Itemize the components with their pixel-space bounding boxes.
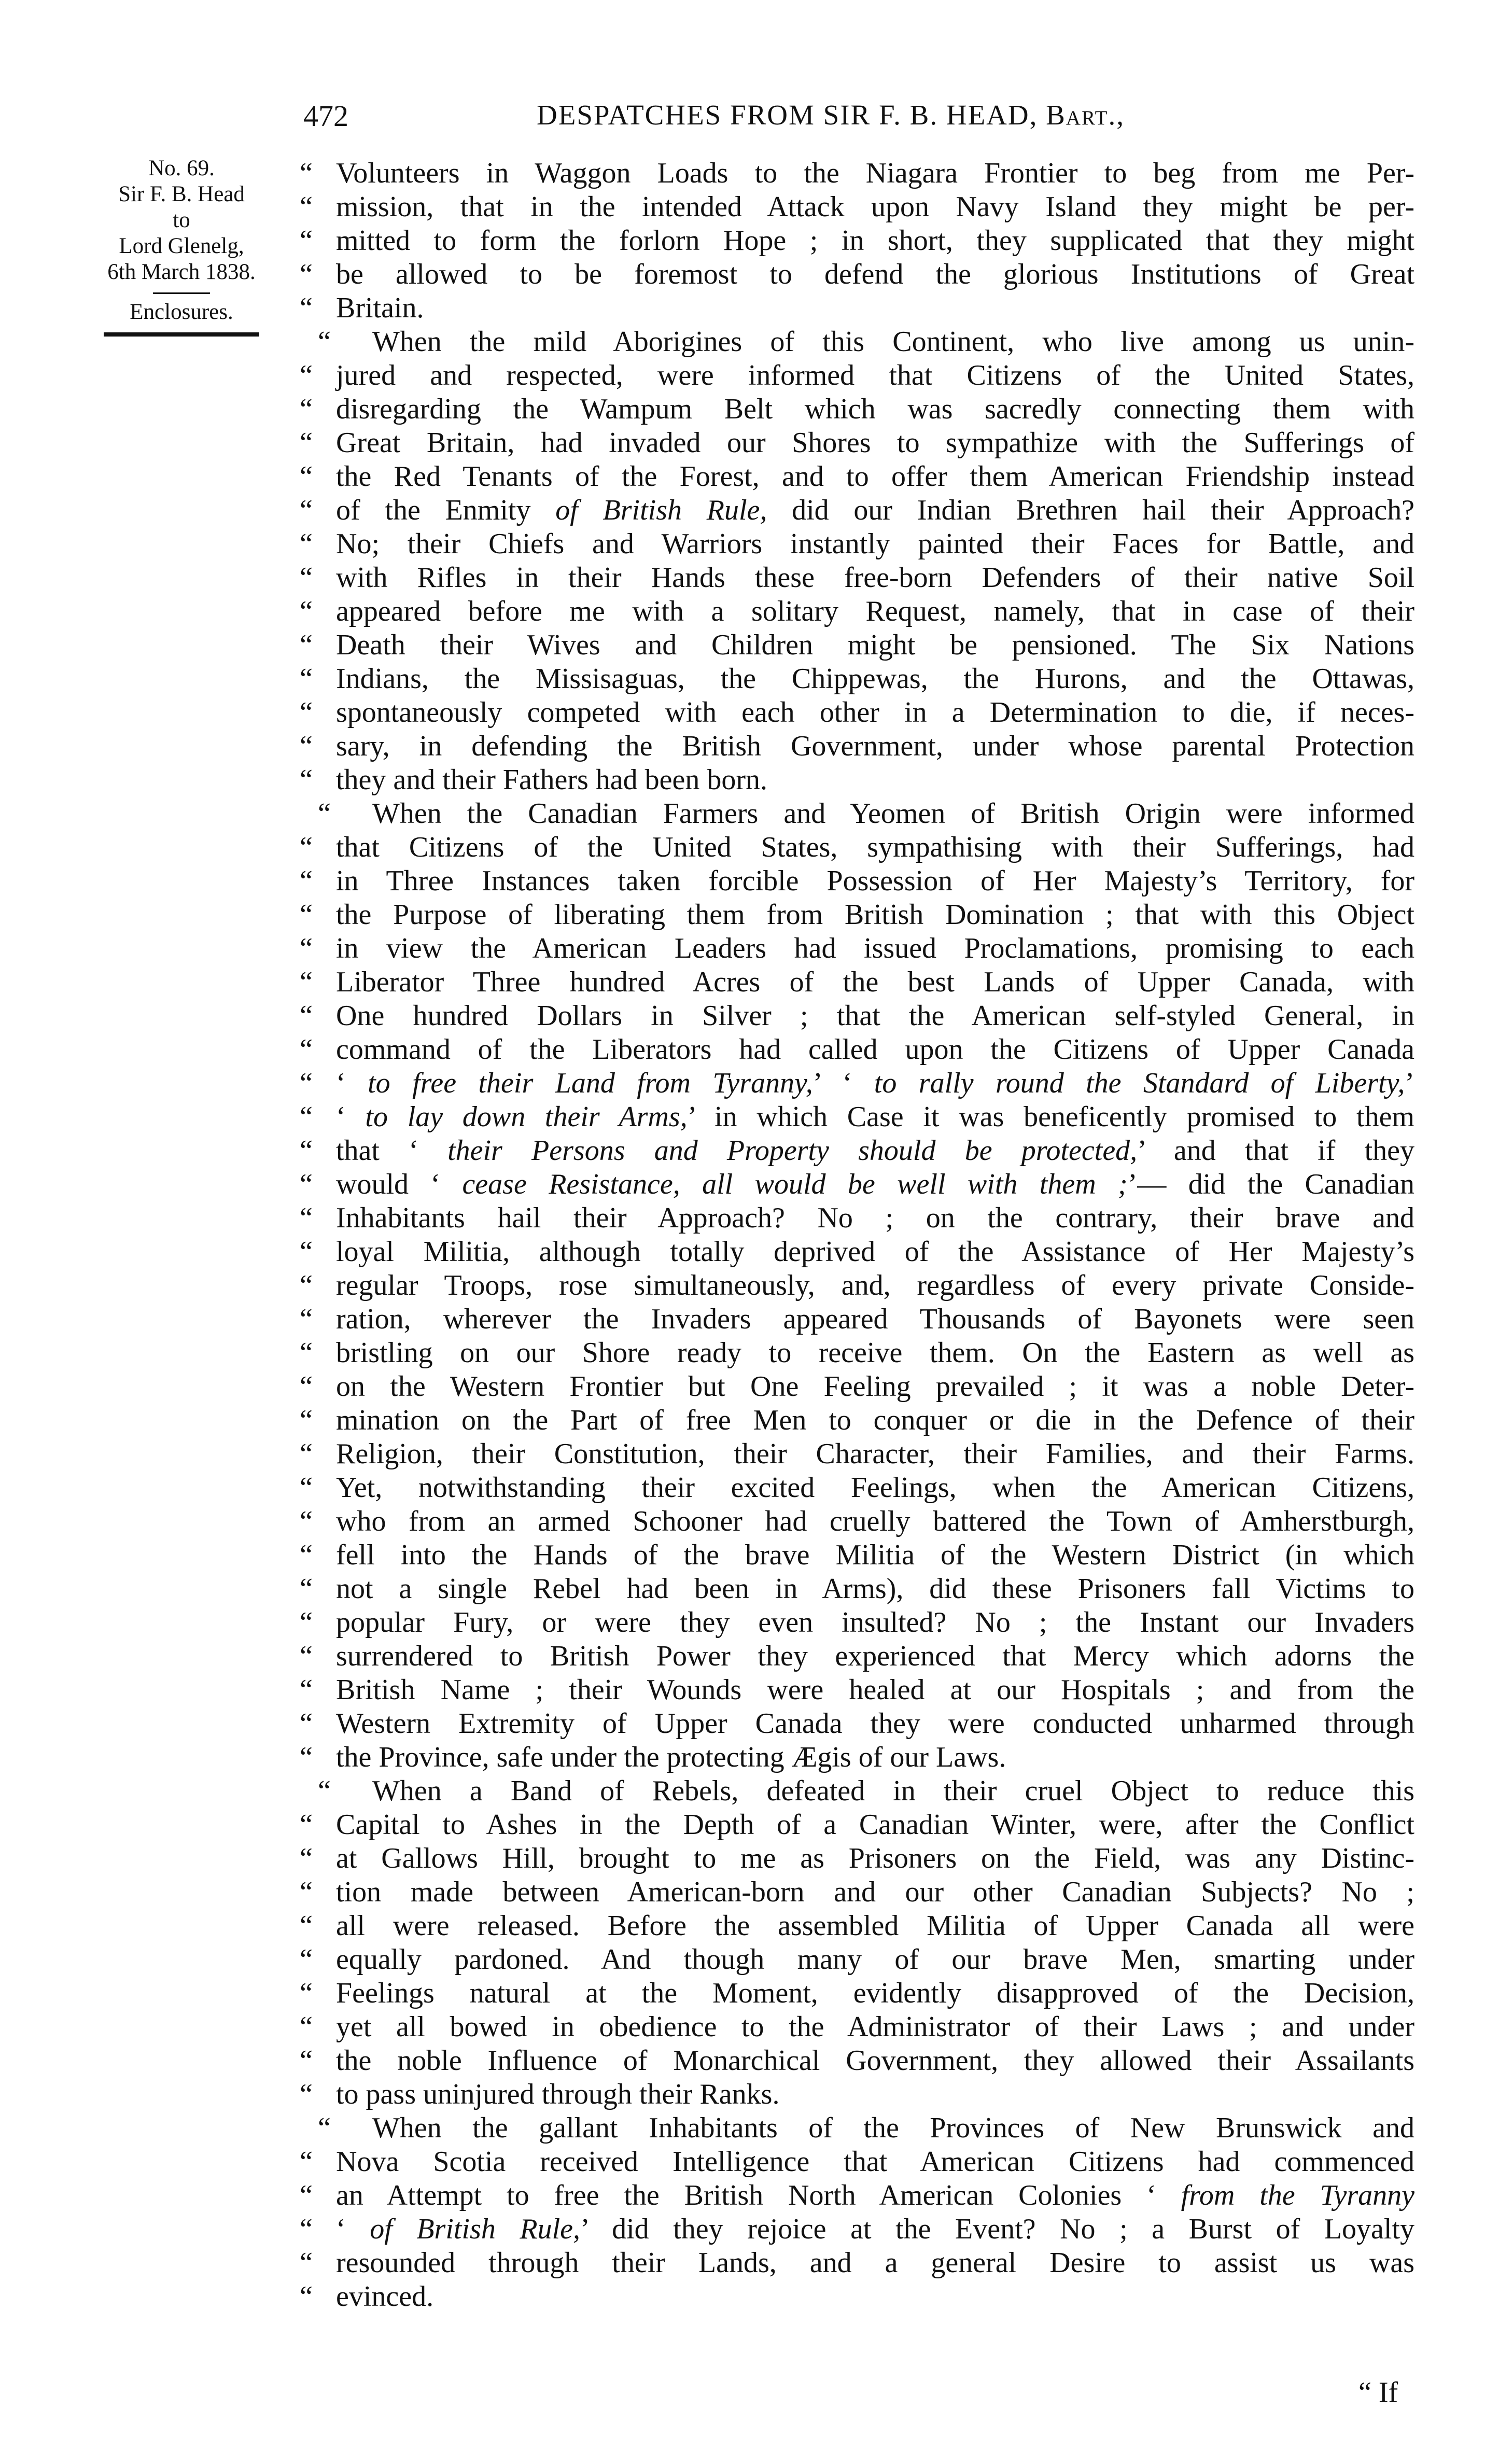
text-line [300,2010,1414,2044]
text-line [300,2111,1414,2145]
text-line [300,1067,1414,1100]
text-line [300,1033,1414,1067]
quote-mark: “ [300,393,313,425]
quote-mark: “ [300,1101,313,1133]
catchword: “ If [1358,2376,1398,2409]
quote-mark: “ [300,663,313,695]
line-text: When the gallant Inhabitants of the Provinces of New Brunswick and [372,2112,1414,2144]
text-line [300,1538,1414,1572]
margin-note-line: 6th March 1838. [107,260,256,284]
text-line [300,561,1414,595]
running-head [537,99,1125,131]
line-text: spontaneously competed with each other in a Determination to die, if neces- [336,696,1414,729]
quote-mark: “ [300,1404,313,1436]
quote-mark: “ [300,2146,313,2178]
text-line [300,2078,1414,2111]
text-line [300,1572,1414,1606]
line-text: yet all bowed in obedience to the Administrator of their Laws ; and under [336,2011,1414,2043]
quote-mark: “ [300,191,313,223]
line-text: When the Canadian Farmers and Yeomen of British Origin were informed [372,797,1414,830]
text-line [300,662,1414,696]
quote-mark: “ [300,1505,313,1537]
line-text: mission, that in the intended Attack upon Navy Island they might be per- [336,191,1414,223]
quote-mark: “ [300,1943,313,1976]
line-text: ration, wherever the Invaders appeared Thousands of Bayonets were seen [336,1303,1414,1335]
quote-mark: “ [300,2213,313,2245]
line-text: When a Band of Rebels, defeated in their cruel Object to reduce this [372,1775,1414,1807]
text-line [300,1370,1414,1404]
line-text: Indians, the Missisaguas, the Chippewas, the Hurons, and the Ottawas, [336,663,1414,695]
quote-mark: “ [300,1842,313,1874]
line-text: Volunteers in Waggon Loads to the Niagara Frontier to beg from me Per- [336,157,1414,189]
quote-mark: “ [300,2045,313,2077]
line-text: mination on the Part of free Men to conquer or die in the Defence of their [336,1404,1414,1436]
margin-note-line: Lord Glenelg, [119,234,244,258]
line-text: regular Troops, rose simultaneously, and, regardless of every private Conside- [336,1269,1414,1301]
quote-mark: “ [300,2280,313,2313]
line-text: in Three Instances taken forcible Possession of Her Majesty’s Territory, for [336,865,1414,897]
line-text: on the Western Frontier but One Feeling prevailed ; it was a noble Deter- [336,1370,1414,1403]
text-line [300,494,1414,527]
text-line [300,527,1414,561]
line-text: at Gallows Hill, brought to me as Prisoners on the Field, was any Distinc- [336,1842,1414,1874]
quote-mark: “ [300,225,313,257]
line-text: command of the Liberators had called upon the Citizens of Upper Canada [336,1033,1414,1066]
quote-mark: “ [300,1269,313,1301]
text-line [300,831,1414,864]
text-line [300,1303,1414,1336]
line-text: be allowed to be foremost to defend the glorious Institutions of Great [336,258,1414,290]
line-text: fell into the Hands of the brave Militia of the Western District (in which [336,1539,1414,1571]
line-text: that Citizens of the United States, sympathising with their Sufferings, had [336,831,1414,863]
quote-mark: “ [300,427,313,459]
text-line [300,359,1414,393]
text-line [300,1909,1414,1943]
quote-mark: “ [300,1977,313,2009]
body-text [300,157,1414,2314]
text-line [300,1943,1414,1977]
quote-mark: “ [300,595,313,627]
quote-mark: “ [300,831,313,863]
quote-mark: “ [300,2179,313,2211]
text-line [300,224,1414,258]
text-line [300,730,1414,763]
line-text: would ‘ cease Resistance, all would be well with them ;’— did the Canadian [336,1168,1414,1200]
text-line [300,1606,1414,1640]
quote-mark: “ [300,865,313,897]
quote-mark: “ [300,528,313,560]
text-line [300,1640,1414,1673]
quote-mark: “ [300,1370,313,1403]
line-text: ‘ to free their Land from Tyranny,’ ‘ to rally round the Standard of Liberty,’ [336,1067,1414,1099]
line-text: evinced. [336,2280,434,2313]
line-text: bristling on our Shore ready to receive them. On the Eastern as well as [336,1337,1414,1369]
line-text: Nova Scotia received Intelligence that American Citizens had commenced [336,2146,1414,2178]
line-text: they and their Fathers had been born. [336,764,767,796]
text-line [300,460,1414,494]
line-text: the Purpose of liberating them from British Domination ; that with this Object [336,899,1414,931]
text-line [300,898,1414,932]
quote-mark: “ [300,1674,313,1706]
text-line [300,1471,1414,1505]
line-text: in view the American Leaders had issued Proclamations, promising to each [336,932,1414,964]
line-text: Yet, notwithstanding their excited Feelings, when the American Citizens, [336,1472,1414,1504]
line-text: not a single Rebel had been in Arms), did these Prisoners fall Victims to [336,1573,1414,1605]
line-text: loyal Militia, although totally deprived of the Assistance of Her Majesty’s [336,1236,1414,1268]
text-line [300,595,1414,628]
text-line [300,157,1414,190]
text-line [300,393,1414,426]
line-text: resounded through their Lands, and a general Desire to assist us was [336,2247,1414,2279]
margin-note-line: Sir F. B. Head [118,182,245,206]
margin-note-line: No. 69. [148,156,215,180]
line-text: Capital to Ashes in the Depth of a Canadian Winter, were, after the Conflict [336,1809,1414,1841]
text-line [300,1774,1414,1808]
line-text: to pass uninjured through their Ranks. [336,2078,780,2110]
quote-mark: “ [300,1168,313,1200]
text-line [300,932,1414,965]
text-line [300,797,1414,831]
text-line [300,1842,1414,1875]
line-text: the Province, safe under the protecting Ægis of our Laws. [336,1741,1006,1773]
quote-mark: “ [300,359,313,391]
quote-mark: “ [300,1337,313,1369]
quote-mark: “ [318,2112,331,2144]
line-text: One hundred Dollars in Silver ; that the American self-styled General, in [336,1000,1414,1032]
text-line [300,965,1414,999]
quote-mark: “ [300,1539,313,1571]
text-line [300,1505,1414,1538]
text-line [300,2145,1414,2179]
text-line [300,1269,1414,1303]
text-line [300,2044,1414,2078]
line-text: mitted to form the forlorn Hope ; in short, they supplicated that they might [336,225,1414,257]
text-line [300,763,1414,797]
quote-mark: “ [300,1067,313,1099]
line-text: Death their Wives and Children might be pensioned. The Six Nations [336,629,1414,661]
page-header [0,99,1485,140]
line-text: ‘ to lay down their Arms,’ in which Case it was beneficently promised to them [336,1101,1414,1133]
text-line [300,1875,1414,1909]
quote-mark: “ [300,157,313,189]
text-line [300,628,1414,662]
text-line [300,1100,1414,1134]
text-line [300,2213,1414,2246]
text-line [300,864,1414,898]
enclosures-label: Enclosures. [130,300,233,324]
quote-mark: “ [300,1910,313,1942]
quote-mark: “ [300,1135,313,1167]
text-line [300,1673,1414,1707]
line-text: jured and respected, were informed that Citizens of the United States, [336,359,1414,391]
text-line [300,1134,1414,1168]
text-line [300,190,1414,224]
quote-mark: “ [318,1775,331,1807]
quote-mark: “ [300,1707,313,1740]
quote-mark: “ [300,1876,313,1908]
line-text: Feelings natural at the Moment, evidently disapproved of the Decision, [336,1977,1414,2009]
line-text: the Red Tenants of the Forest, and to offer them American Friendship instead [336,460,1414,493]
text-line [300,2246,1414,2280]
quote-mark: “ [300,1606,313,1639]
text-line [300,1201,1414,1235]
quote-mark: “ [300,932,313,964]
line-text: with Rifles in their Hands these free-born Defenders of their native Soil [336,562,1414,594]
quote-mark: “ [300,899,313,931]
line-text: When the mild Aborigines of this Continent, who live among us unin- [372,326,1414,358]
text-line [300,1808,1414,1842]
line-text: sary, in defending the British Government, under whose parental Protection [336,730,1414,762]
quote-mark: “ [300,1640,313,1672]
text-line [300,291,1414,325]
line-text: popular Fury, or were they even insulted? No ; the Instant our Invaders [336,1606,1414,1639]
page-number: 472 [303,99,348,133]
text-line [300,2179,1414,2213]
quote-mark: “ [300,1033,313,1066]
line-text: that ‘ their Persons and Property should be protected,’ and that if they [336,1135,1414,1167]
text-line [300,426,1414,460]
quote-mark: “ [300,562,313,594]
quote-mark: “ [300,1236,313,1268]
margin-note [73,156,290,337]
quote-mark: “ [300,1202,313,1234]
line-text: appeared before me with a solitary Request, namely, that in case of their [336,595,1414,627]
margin-note-rule [104,332,259,337]
text-line [300,1168,1414,1201]
line-text: who from an armed Schooner had cruelly battered the Town of Amherstburgh, [336,1505,1414,1537]
margin-note-divider [153,292,210,294]
text-line [300,1707,1414,1741]
line-text: tion made between American-born and our other Canadian Subjects? No ; [336,1876,1414,1908]
quote-mark: “ [300,764,313,796]
quote-mark: “ [300,258,313,290]
line-text: equally pardoned. And though many of our brave Men, smarting under [336,1943,1414,1976]
text-line [300,1404,1414,1437]
text-line [300,2280,1414,2314]
margin-note-line: to [173,208,190,232]
quote-mark: “ [300,1573,313,1605]
quote-mark: “ [300,966,313,998]
line-text: British Name ; their Wounds were healed at our Hospitals ; and from the [336,1674,1414,1706]
text-line [300,696,1414,730]
line-text: Religion, their Constitution, their Character, their Families, and their Farms. [336,1438,1414,1470]
quote-mark: “ [300,629,313,661]
running-head-title: DESPATCHES FROM SIR F. B. HEAD, [537,99,1038,131]
line-text: Britain. [336,292,424,324]
line-text: Inhabitants hail their Approach? No ; on the contrary, their brave and [336,1202,1414,1234]
line-text: surrendered to British Power they experienced that Mercy which adorns the [336,1640,1414,1672]
quote-mark: “ [300,292,313,324]
quote-mark: “ [300,2247,313,2279]
quote-mark: “ [300,2011,313,2043]
quote-mark: “ [300,696,313,729]
line-text: Great Britain, had invaded our Shores to sympathize with the Sufferings of [336,427,1414,459]
line-text: the noble Influence of Monarchical Government, they allowed their Assailants [336,2045,1414,2077]
line-text: all were released. Before the assembled Militia of Upper Canada all were [336,1910,1414,1942]
line-text: an Attempt to free the British North American Colonies ‘ from the Tyranny [336,2179,1415,2211]
line-text: Liberator Three hundred Acres of the best Lands of Upper Canada, with [336,966,1414,998]
quote-mark: “ [300,1809,313,1841]
quote-mark: “ [300,1438,313,1470]
quote-mark: “ [300,1303,313,1335]
quote-mark: “ [300,1741,313,1773]
text-line [300,1437,1414,1471]
text-line [300,1336,1414,1370]
quote-mark: “ [300,460,313,493]
line-text: Western Extremity of Upper Canada they were conducted unharmed through [336,1707,1414,1740]
quote-mark: “ [300,494,313,526]
quote-mark: “ [318,797,331,830]
quote-mark: “ [300,1000,313,1032]
line-text: disregarding the Wampum Belt which was sacredly connecting them with [336,393,1414,425]
text-line [300,258,1414,291]
text-line [300,1741,1414,1774]
line-text: No; their Chiefs and Warriors instantly painted their Faces for Battle, and [336,528,1414,560]
running-head-suffix: Bart., [1046,99,1125,131]
quote-mark: “ [300,730,313,762]
text-line [300,1235,1414,1269]
text-line [300,325,1414,359]
quote-mark: “ [300,2078,313,2110]
line-text: ‘ of British Rule,’ did they rejoice at the Event? No ; a Burst of Loyalty [336,2213,1414,2245]
text-line [300,1977,1414,2010]
text-line [300,999,1414,1033]
line-text: of the Enmity of British Rule, did our Indian Brethren hail their Approach? [336,494,1414,526]
quote-mark: “ [300,1472,313,1504]
quote-mark: “ [318,326,331,358]
